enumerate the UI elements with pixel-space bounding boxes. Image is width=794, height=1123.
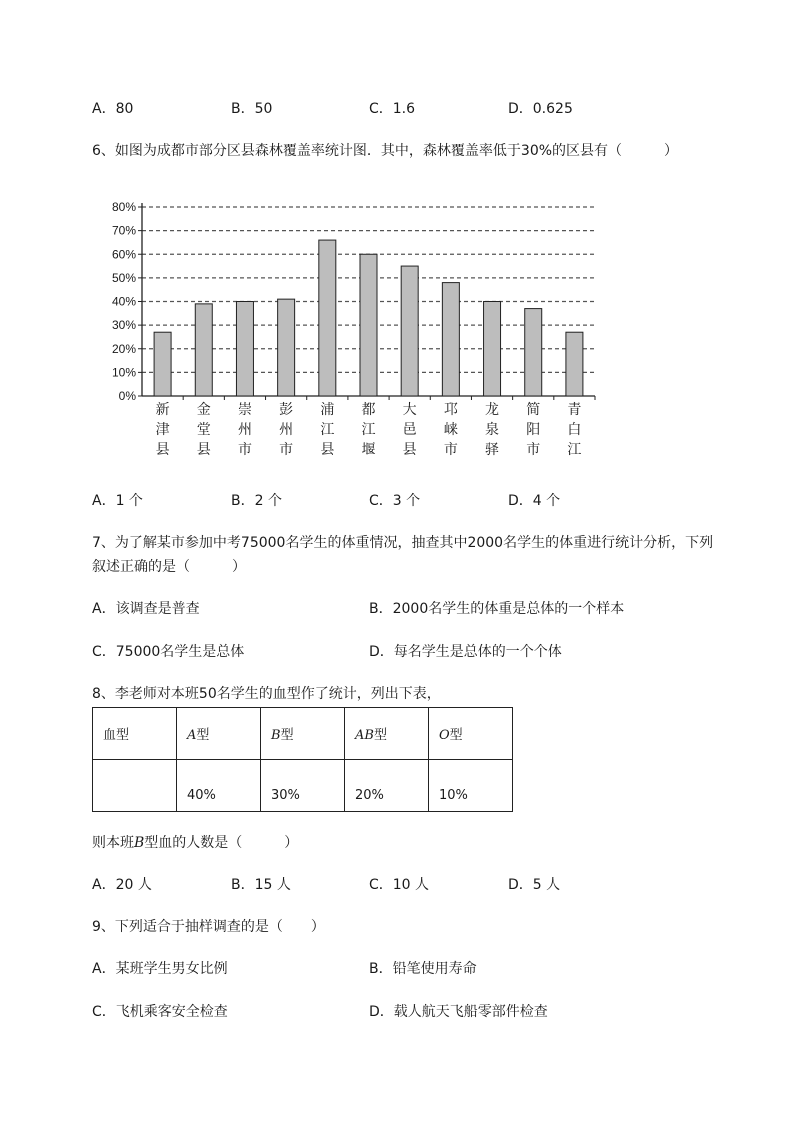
x-tick-label: 津 [155, 422, 170, 438]
q5-option-d: D．0.625 [508, 101, 573, 117]
x-tick-label: 州 [237, 422, 252, 438]
y-tick-label: 20% [111, 341, 136, 356]
q7-option-b: B．2000名学生的体重是总体的一个样本 [369, 601, 625, 617]
type-suffix: 型 [280, 728, 294, 743]
y-tick-label: 0% [118, 389, 136, 403]
q5-option-b: B．50 [231, 101, 273, 117]
x-tick-label: 市 [443, 442, 458, 458]
header-text: 血型 [103, 728, 130, 743]
header-cell-ab [345, 708, 429, 760]
q6-stem: 6、如图为成都市部分区县森林覆盖率统计图．其中，森林覆盖率低于30%的区县有（ ） [92, 143, 679, 159]
x-tick-label: 新 [155, 402, 170, 418]
header-cell-o [429, 708, 513, 760]
x-tick-label: 县 [155, 442, 170, 458]
q7-stem-line1: 7、为了解某市参加中考75000名学生的体重情况，抽查其中2000名学生的体重进行统计分析，下列 [92, 535, 714, 551]
q8-question-pre: 则本班 [92, 835, 134, 851]
x-tick-label: 大 [402, 402, 417, 418]
bar [401, 266, 418, 396]
y-tick-label: 60% [111, 247, 136, 262]
x-tick-label: 江 [320, 422, 335, 438]
x-tick-label: 江 [567, 442, 582, 458]
q9-option-c: C．飞机乘客安全检查 [92, 1004, 228, 1020]
q5-option-a: A．80 [92, 101, 134, 117]
x-tick-label: 堂 [196, 422, 211, 438]
q8-option-b: B．15 人 [231, 877, 291, 893]
bar [442, 283, 459, 396]
q5-option-c: C．1.6 [369, 101, 416, 117]
q9-stem: 9、下列适合于抽样调查的是（ ） [92, 919, 325, 935]
bar [319, 240, 336, 396]
x-tick-label: 县 [402, 442, 417, 458]
header-cell-label [93, 708, 177, 760]
q8-question-post: 型血的人数是（ ） [144, 835, 299, 851]
x-tick-label: 邑 [402, 422, 417, 438]
x-tick-label: 阳 [526, 422, 541, 438]
type-suffix: 型 [196, 728, 210, 743]
x-tick-label: 都 [361, 402, 376, 418]
bar [566, 332, 583, 396]
y-tick-label: 10% [111, 365, 136, 380]
type-letter: O [439, 728, 450, 743]
x-tick-label: 县 [196, 442, 211, 458]
y-tick-label: 30% [111, 318, 136, 333]
x-tick-label: 市 [279, 442, 294, 458]
x-tick-label: 邛 [443, 402, 458, 418]
blood-type-table [92, 707, 513, 812]
q7-stem-line2: 叙述正确的是（ ） [92, 559, 246, 575]
q6-option-c: C．3 个 [369, 493, 421, 509]
header-cell-a [177, 708, 261, 760]
header-cell-b [261, 708, 345, 760]
y-tick-label: 80% [111, 200, 136, 214]
x-tick-label: 市 [526, 442, 541, 458]
table-cell [93, 760, 177, 812]
forest-coverage-bar-chart [100, 192, 600, 462]
q6-option-d: D．4 个 [508, 493, 561, 509]
x-tick-label: 青 [567, 402, 582, 418]
type-letter: AB [355, 728, 374, 743]
x-tick-label: 州 [279, 422, 294, 438]
q8-question [92, 833, 298, 853]
x-tick-label: 市 [237, 442, 252, 458]
x-tick-label: 驿 [485, 442, 500, 458]
x-tick-label: 白 [567, 422, 582, 438]
q8-option-c: C．10 人 [369, 877, 430, 893]
y-tick-label: 70% [111, 223, 136, 238]
q9-option-a: A．某班学生男女比例 [92, 961, 228, 977]
x-tick-label: 泉 [485, 422, 500, 438]
x-tick-label: 县 [320, 442, 335, 458]
x-tick-label: 金 [196, 402, 211, 418]
q7-option-d: D．每名学生是总体的一个个体 [369, 644, 562, 660]
bar [484, 302, 501, 397]
x-tick-label: 彭 [279, 402, 294, 418]
x-tick-label: 崇 [237, 402, 252, 418]
y-tick-label: 50% [111, 270, 136, 285]
q7-option-c: C．75000名学生是总体 [92, 644, 245, 660]
q8-option-a: A．20 人 [92, 877, 152, 893]
x-tick-label: 堰 [361, 442, 376, 458]
q9-option-d: D．载人航天飞船零部件检查 [369, 1004, 548, 1020]
type-letter: A [187, 728, 197, 743]
x-tick-label: 龙 [485, 402, 500, 418]
q6-option-a: A．1 个 [92, 493, 143, 509]
table-cell: 10% [429, 760, 513, 812]
bar [278, 299, 295, 396]
type-suffix: 型 [449, 728, 463, 743]
bar [236, 302, 253, 397]
table-row [93, 760, 513, 812]
x-tick-label: 浦 [320, 402, 335, 418]
table-cell: 40% [177, 760, 261, 812]
y-tick-label: 40% [111, 294, 136, 309]
q8-option-d: D．5 人 [508, 877, 561, 893]
x-tick-label: 简 [526, 402, 541, 418]
bar [525, 309, 542, 396]
table-cell: 30% [261, 760, 345, 812]
type-letter: B [271, 728, 281, 743]
bar [360, 254, 377, 396]
table-header-row [93, 708, 513, 760]
x-tick-label: 崃 [443, 422, 458, 438]
bar [195, 304, 212, 396]
q8-stem: 8、李老师对本班50名学生的血型作了统计，列出下表， [92, 686, 441, 702]
q8-question-var: B [134, 835, 145, 851]
q6-option-b: B．2 个 [231, 493, 282, 509]
q9-option-b: B．铅笔使用寿命 [369, 961, 477, 977]
bar [154, 332, 171, 396]
x-tick-label: 江 [361, 422, 376, 438]
type-suffix: 型 [373, 728, 387, 743]
q7-option-a: A．该调查是普查 [92, 601, 200, 617]
table-cell: 20% [345, 760, 429, 812]
